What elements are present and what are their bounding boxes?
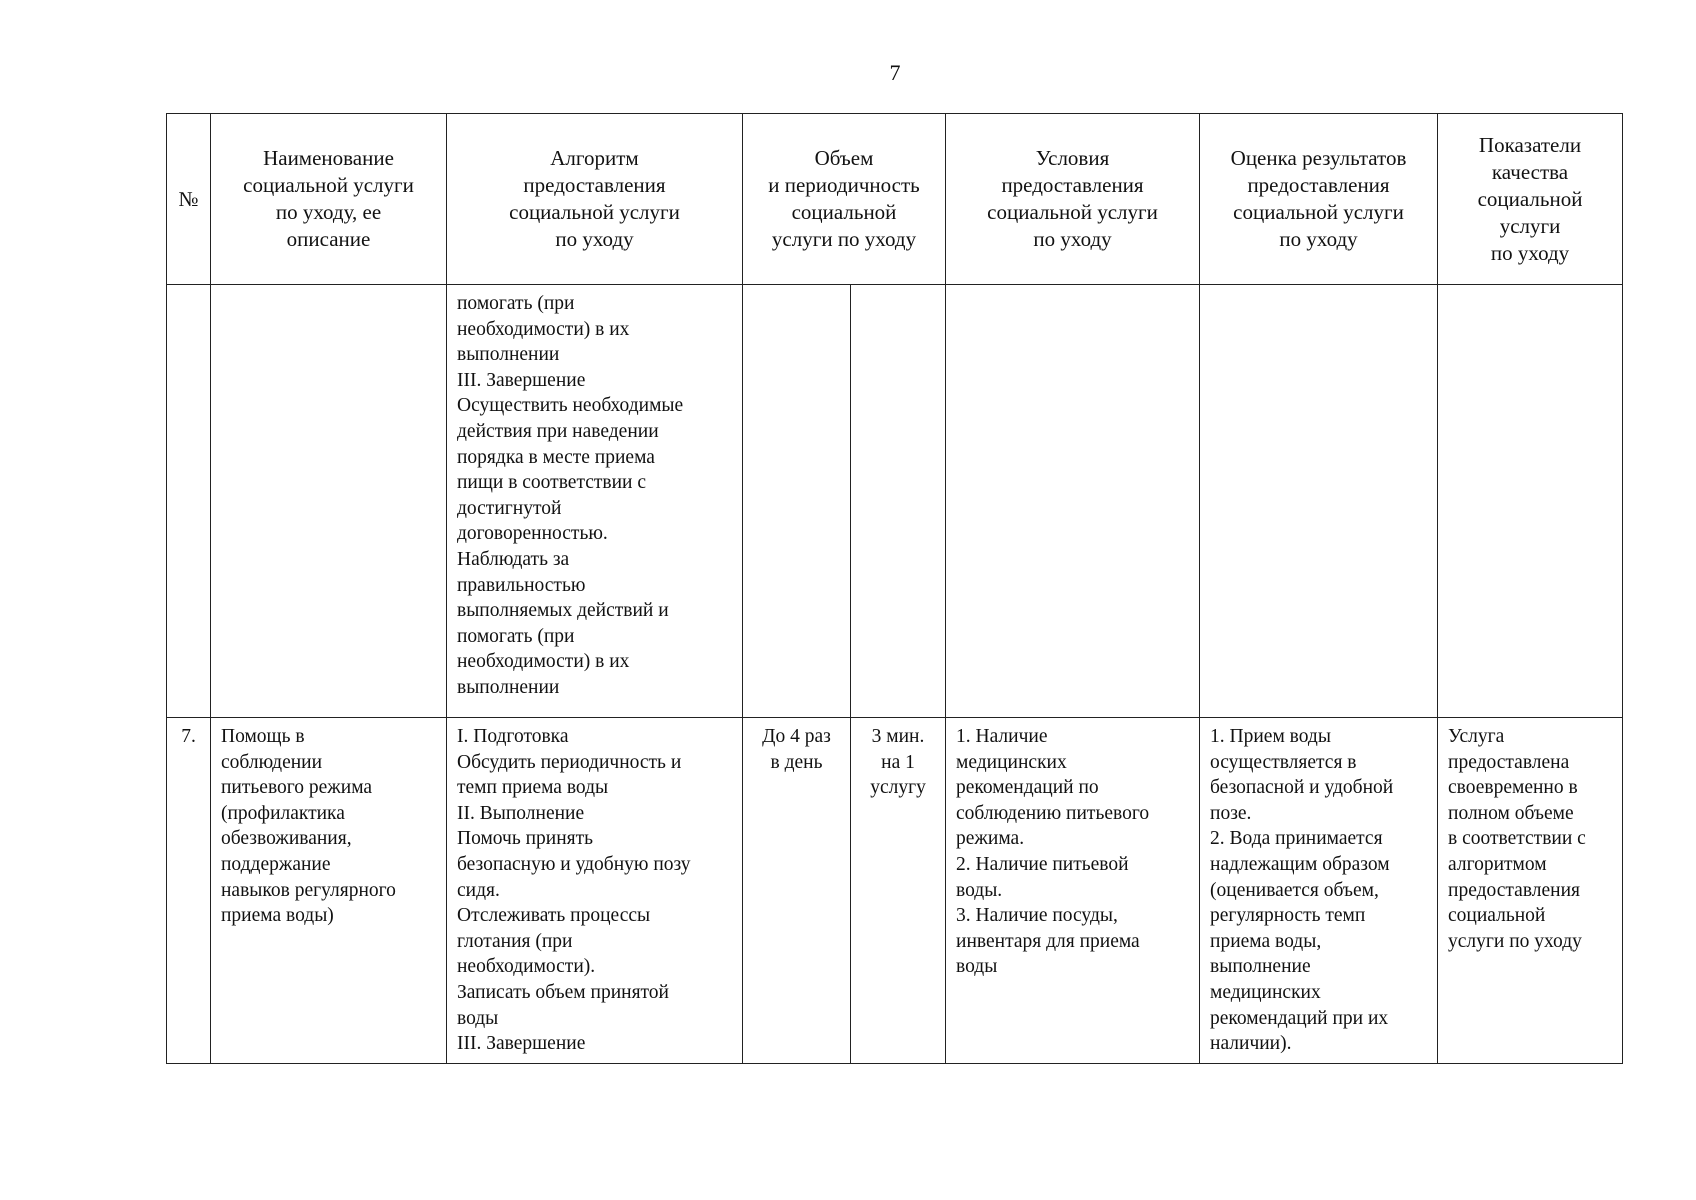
header-line: Объем — [814, 146, 874, 170]
cell-number-empty — [167, 285, 211, 718]
text-line: позе. — [1210, 802, 1252, 824]
header-line: и периодичность — [768, 173, 920, 197]
text-line: Наблюдать за — [457, 548, 570, 570]
text-line: надлежащим образом — [1210, 853, 1390, 875]
table-row-continued — [167, 285, 1623, 718]
text-line: (оценивается объем, — [1210, 879, 1379, 901]
text-line: Записать объем принятой — [457, 981, 669, 1003]
header-quality — [1438, 114, 1623, 285]
services-table — [166, 113, 1623, 1064]
header-line: Показатели — [1478, 132, 1582, 157]
text-line: правильностью — [457, 574, 586, 596]
text-line: достигнутой — [457, 497, 562, 519]
header-line: предоставления — [1247, 173, 1390, 197]
text-line: необходимости). — [457, 956, 596, 978]
table-row-7 — [167, 718, 1623, 1064]
header-line: качества — [1491, 159, 1569, 184]
text-line: предоставлена — [1448, 751, 1570, 773]
text-line: рекомендаций при их — [1210, 1007, 1389, 1029]
header-line: услуги по уходу — [771, 227, 917, 251]
text-line: выполнении — [457, 344, 560, 366]
cell-algorithm — [447, 718, 743, 1064]
cell-conditions — [946, 718, 1200, 1064]
text-line: осуществляется в — [1210, 751, 1357, 773]
header-line: по уходу — [555, 227, 634, 251]
text-line: соблюдении — [221, 751, 323, 773]
text-line: воды — [956, 956, 998, 978]
text-line: 2. Вода принимается — [1210, 828, 1383, 850]
text-line: медицинских — [956, 751, 1067, 773]
text-line: помогать (при — [457, 625, 575, 647]
cell-number: 7. — [167, 718, 211, 1064]
text-line: алгоритмом — [1448, 853, 1547, 875]
header-line: социальной услуги — [509, 200, 680, 224]
header-line: социальной — [791, 200, 897, 224]
header-line: предоставления — [1001, 173, 1144, 197]
text-line: Отслеживать процессы — [457, 905, 651, 927]
header-line: Наименование — [263, 146, 394, 170]
header-line: по уходу — [1490, 240, 1570, 265]
text-line: помогать (при — [457, 293, 575, 314]
header-line: Оценка результатов — [1230, 146, 1407, 170]
header-number: № — [167, 114, 211, 285]
text-line: 3 мин. — [871, 726, 925, 747]
text-line: выполнение — [1210, 956, 1311, 978]
header-line: по уходу, ее — [275, 200, 382, 224]
header-line: по уходу — [1279, 227, 1358, 251]
text-line: I. Подготовка — [457, 726, 569, 747]
header-conditions — [946, 114, 1200, 285]
text-line: навыков регулярного — [221, 879, 396, 901]
header-line: по уходу — [1033, 227, 1112, 251]
text-line: III. Завершение — [457, 1033, 586, 1055]
header-evaluation — [1200, 114, 1438, 285]
cell-conditions-empty — [946, 285, 1200, 718]
header-line: социальной — [1477, 186, 1583, 211]
text-line: воды — [457, 1007, 499, 1029]
cell-quality-empty — [1438, 285, 1623, 718]
text-line: соблюдению питьевого — [956, 802, 1150, 824]
text-line: действия при наведении — [457, 420, 659, 442]
text-line: услуги по уходу — [1448, 930, 1582, 952]
text-line: безопасную и удобную позу — [457, 853, 691, 875]
header-line: услуги — [1499, 213, 1561, 238]
text-line: выполнении — [457, 676, 560, 698]
text-line: в соответствии с — [1448, 828, 1586, 850]
text-line: предоставления — [1448, 879, 1581, 901]
text-line: рекомендаций по — [956, 777, 1099, 799]
table-header-row — [167, 114, 1623, 285]
text-line: пищи в соответствии с — [457, 472, 646, 494]
text-line: III. Завершение — [457, 369, 586, 391]
header-algorithm — [447, 114, 743, 285]
text-line: Помощь в — [221, 726, 305, 747]
text-line: воды. — [956, 879, 1003, 901]
header-line: предоставления — [523, 173, 666, 197]
text-line: 2. Наличие питьевой — [956, 853, 1129, 875]
text-line: услугу — [870, 777, 926, 799]
header-line: Алгоритм — [550, 146, 639, 170]
cell-periodicity-empty — [743, 285, 851, 718]
text-line: медицинских — [1210, 981, 1321, 1003]
header-line: социальной услуги — [987, 200, 1158, 224]
text-line: необходимости) в их — [457, 318, 630, 340]
text-line: сидя. — [457, 879, 500, 901]
text-line: питьевого режима — [221, 777, 373, 799]
cell-periodicity — [743, 718, 851, 1064]
text-line: на 1 — [881, 751, 915, 773]
text-line: глотания (при — [457, 930, 573, 952]
page-number: 7 — [889, 60, 901, 85]
cell-quality — [1438, 718, 1623, 1064]
text-line: необходимости) в их — [457, 651, 630, 673]
text-line: темп приема воды — [457, 777, 609, 799]
text-line: инвентаря для приема — [956, 930, 1140, 952]
cell-algorithm-continued — [447, 285, 743, 718]
text-line: Обсудить периодичность и — [457, 751, 682, 773]
text-line: (профилактика — [221, 802, 345, 824]
header-service-name — [211, 114, 447, 285]
text-line: своевременно в — [1448, 777, 1578, 799]
text-line: поддержание — [221, 853, 331, 875]
text-line: До 4 раз — [762, 726, 831, 747]
text-line: обезвоживания, — [221, 828, 352, 850]
text-line: полном объеме — [1448, 802, 1574, 824]
cell-name-empty — [211, 285, 447, 718]
text-line: порядка в месте приема — [457, 446, 655, 468]
text-line: выполняемых действий и — [457, 600, 669, 622]
header-line: социальной услуги — [1233, 200, 1404, 224]
cell-duration-empty — [851, 285, 946, 718]
text-line: Помочь принять — [457, 828, 594, 850]
text-line: 1. Прием воды — [1210, 726, 1331, 747]
cell-evaluation-empty — [1200, 285, 1438, 718]
text-line: 3. Наличие посуды, — [956, 905, 1118, 927]
text-line: договоренностью. — [457, 523, 608, 545]
cell-service-name — [211, 718, 447, 1064]
header-line: описание — [286, 227, 371, 251]
text-line: Осуществить необходимые — [457, 395, 684, 417]
header-line: социальной услуги — [243, 173, 414, 197]
text-line: II. Выполнение — [457, 802, 585, 824]
text-line: Услуга — [1448, 726, 1505, 747]
header-line: Условия — [1035, 146, 1110, 170]
cell-evaluation — [1200, 718, 1438, 1064]
cell-duration — [851, 718, 946, 1064]
text-line: безопасной и удобной — [1210, 777, 1394, 799]
text-line: регулярность темп — [1210, 905, 1366, 927]
text-line: приема воды, — [1210, 930, 1322, 952]
text-line: 1. Наличие — [956, 726, 1048, 747]
header-volume — [743, 114, 946, 285]
text-line: в день — [770, 751, 823, 773]
text-line: приема воды) — [221, 905, 334, 927]
text-line: наличии). — [1210, 1033, 1292, 1055]
text-line: режима. — [956, 828, 1025, 850]
text-line: социальной — [1448, 905, 1546, 927]
